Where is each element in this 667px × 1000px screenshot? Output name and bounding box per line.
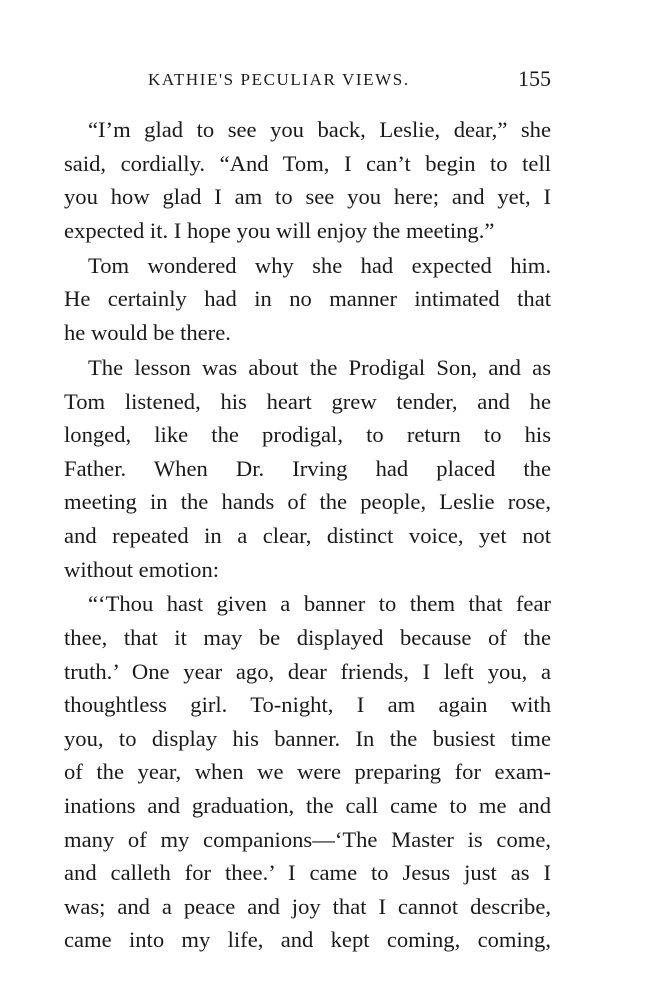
page-header <box>64 66 551 96</box>
text-line: thee, that it may be displayed because of the <box>64 625 551 651</box>
text-line: you, to display his banner. In the busiest time <box>64 725 551 751</box>
text-line: longed, like the prodigal, to return to his <box>64 422 551 448</box>
text-line: you how glad I am to see you here; and yet, I <box>64 184 551 210</box>
text-line: without emotion: <box>64 556 220 582</box>
text-line: expected it. I hope you will enjoy the meeting.” <box>64 217 495 243</box>
text-line: thoughtless girl. To-night, I am again with <box>64 692 551 718</box>
text-line: was; and a peace and joy that I cannot describe, <box>64 893 551 919</box>
text-line: Tom listened, his heart grew tender, and he <box>64 388 551 414</box>
running-title: KATHIE'S PECULIAR VIEWS. <box>148 70 410 89</box>
text-line: inations and graduation, the call came to me and <box>64 793 551 819</box>
page-number: 155 <box>518 66 551 91</box>
text-line: “‘Thou hast given a banner to them that fear <box>88 591 551 617</box>
text-line: said, cordially. “And Tom, I can’t begin to tell <box>64 150 551 176</box>
text-line: “I’m glad to see you back, Leslie, dear,” she <box>88 117 551 142</box>
text-line: The lesson was about the Prodigal Son, and as <box>88 354 551 380</box>
paragraph <box>64 249 551 350</box>
text-line: meeting in the hands of the people, Leslie rose, <box>64 489 551 515</box>
text-line: and calleth for thee.’ I came to Jesus just as I <box>64 860 551 886</box>
paragraph <box>64 351 551 586</box>
text-line: Tom wondered why she had expected him. <box>88 252 551 278</box>
paragraph <box>64 113 551 247</box>
text-line: He certainly had in no manner intimated that <box>64 286 551 312</box>
text-line: of the year, when we were preparing for exam- <box>64 759 551 785</box>
paragraph <box>64 587 551 957</box>
text-line: many of my companions—‘The Master is come, <box>64 826 551 852</box>
text-line: he would be there. <box>64 319 231 345</box>
body-text <box>64 113 551 958</box>
text-line: truth.’ One year ago, dear friends, I left you, a <box>64 658 551 684</box>
text-line: came into my life, and kept coming, coming, <box>64 927 551 953</box>
text-line: and repeated in a clear, distinct voice, yet not <box>64 522 551 548</box>
text-line: Father. When Dr. Irving had placed the <box>64 455 551 481</box>
